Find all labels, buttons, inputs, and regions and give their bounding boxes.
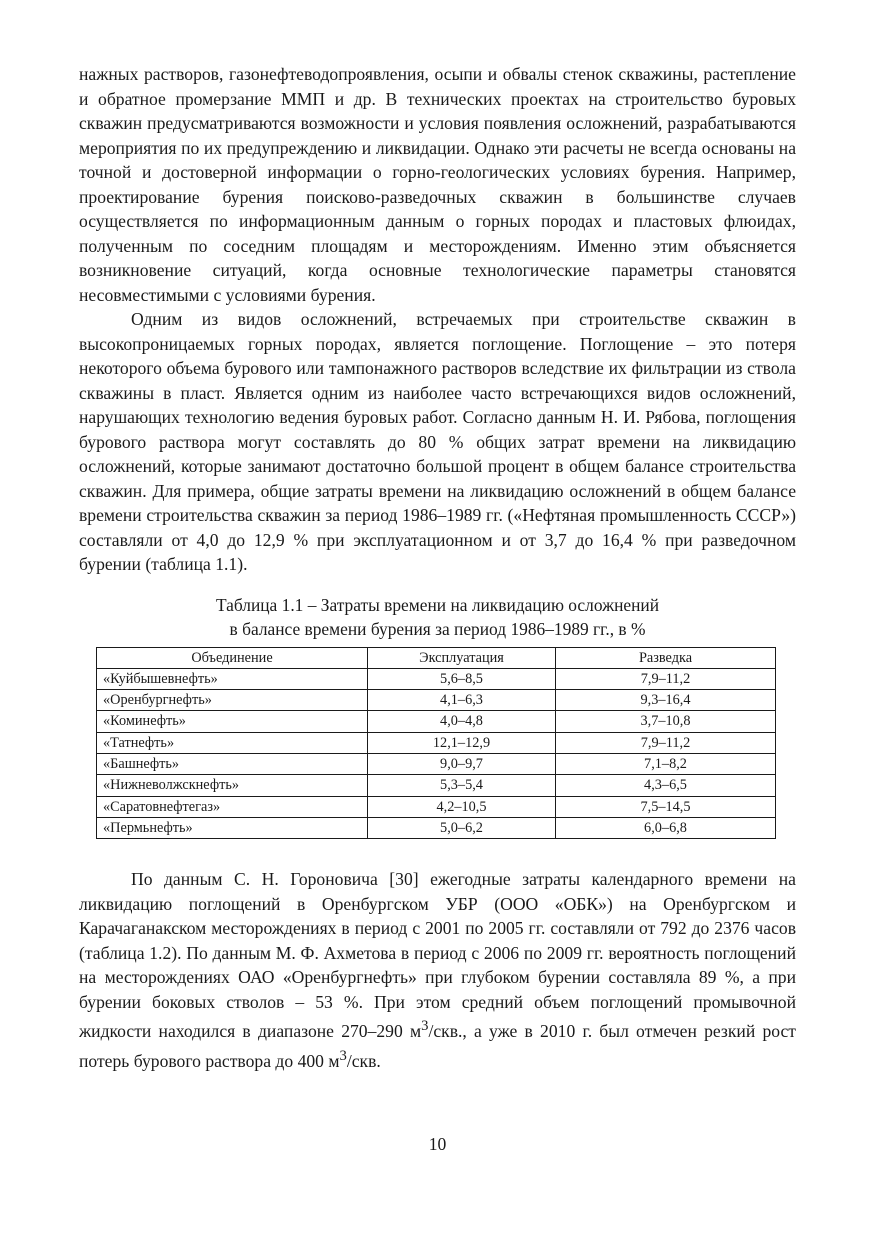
table-row [97, 775, 776, 796]
cell-exploitation: 5,0–6,2 [368, 817, 556, 838]
cell-exploration: 7,1–8,2 [556, 753, 776, 774]
table-caption-line-2: в балансе времени бурения за период 1986–1989 гг., в % [229, 618, 646, 639]
paragraph-3-part-2: /скв., а уже в 2010 г. был отмечен резкий рост потерь бурового раствора до 400 м [79, 1021, 796, 1071]
cell-exploitation: 4,0–4,8 [368, 711, 556, 732]
cell-association: «Пермьнефть» [97, 817, 368, 838]
superscript-cubic-1: 3 [421, 1018, 429, 1035]
header-association: Объединение [97, 647, 368, 668]
cell-association: «Саратовнефтегаз» [97, 796, 368, 817]
cell-exploration: 9,3–16,4 [556, 690, 776, 711]
cell-association: «Нижневолжскнефть» [97, 775, 368, 796]
header-exploitation: Эксплуатация [368, 647, 556, 668]
losses-table [96, 647, 776, 840]
cell-exploration: 4,3–6,5 [556, 775, 776, 796]
cell-exploration: 7,5–14,5 [556, 796, 776, 817]
table-row [97, 796, 776, 817]
cell-association: «Башнефть» [97, 753, 368, 774]
paragraph-1: нажных растворов, газонефтеводопроявления, осыпи и обвалы стенок скважины, растепление и обратное промерзание ММП и др. В технических проектах на строительство буровых скважин предусматриваются возможности и условия появления осложнений, разрабатываются мероприятия по их предупреждению и ликвидации. Однако эти расчеты не всегда основаны на точной и достоверной информации о горно-геологических условиях бурения. Например, проектирование бурения поисково-разведочных скважин в большинстве случаев осуществляется по информационным данным о горных породах и пластовых флюидах, полученным по соседним площадям и месторождениям. Именно этим объясняется возникновение ситуаций, когда основные технологические параметры становятся несовместимыми с условиями бурения. [79, 64, 796, 305]
cell-exploitation: 5,6–8,5 [368, 668, 556, 689]
page-number: 10 [428, 1134, 447, 1154]
cell-exploration: 7,9–11,2 [556, 732, 776, 753]
header-exploration: Разведка [556, 647, 776, 668]
cell-exploration: 3,7–10,8 [556, 711, 776, 732]
cell-association: «Коминефть» [97, 711, 368, 732]
cell-exploration: 7,9–11,2 [556, 668, 776, 689]
cell-exploitation: 4,1–6,3 [368, 690, 556, 711]
cell-association: «Татнефть» [97, 732, 368, 753]
paragraph-3-part-1: По данным С. Н. Гороновича [30] ежегодные затраты календарного времени на ликвидацию поглощений в Оренбургском УБР (ООО «ОБК») на Оренбургском и Карачаганакском месторождениях в период с 2001 по 2005 гг. составляли от 792 до 2376 часов (таблица 1.2). По данным М. Ф. Ахметова в период с 2006 по 2009 гг. вероятность поглощений на месторождениях ОАО «Оренбургнефть» при глубоком бурении составляла 89 %, а при бурении боковых стволов – 53 %. При этом средний объем поглощений промывочной жидкости находился в диапазоне 270–290 м [79, 869, 796, 1042]
cell-association: «Оренбургнефть» [97, 690, 368, 711]
cell-exploitation: 5,3–5,4 [368, 775, 556, 796]
table-row [97, 753, 776, 774]
table-row [97, 668, 776, 689]
page-content [79, 62, 796, 1073]
cell-exploitation: 12,1–12,9 [368, 732, 556, 753]
cell-exploration: 6,0–6,8 [556, 817, 776, 838]
cell-exploitation: 4,2–10,5 [368, 796, 556, 817]
table-row [97, 817, 776, 838]
paragraph-3-part-3: /скв. [346, 1050, 381, 1071]
cell-association: «Куйбышевнефть» [97, 668, 368, 689]
table-row [97, 690, 776, 711]
paragraph-2: Одним из видов осложнений, встречаемых при строительстве скважин в высокопроницаемых горных породах, является поглощение. Поглощение – это потеря некоторого объема бурового или тампонажного растворов вследствие их фильтрации из ствола скважины в пласт. Является одним из наиболее часто встречающихся видов осложнений, нарушающих технологию ведения буровых работ. Согласно данным Н. И. Рябова, поглощения бурового раствора могут составлять до 80 % общих затрат времени на ликвидацию осложнений, которые занимают достаточно большой процент в общем балансе строительства скважин. Для примера, общие затраты времени на ликвидацию осложнений в общем балансе времени строительства скважин за период 1986–1989 гг. («Нефтяная промышленность СССР») составляли от 4,0 до 12,9 % при эксплуатационном и от 3,7 до 16,4 % при разведочном бурении (таблица 1.1). [79, 309, 796, 574]
table-row [97, 711, 776, 732]
table-caption [79, 593, 796, 641]
table-row [97, 732, 776, 753]
table-header-row [97, 647, 776, 668]
table-caption-line-1: Таблица 1.1 – Затраты времени на ликвидацию осложнений [215, 594, 660, 615]
cell-exploitation: 9,0–9,7 [368, 753, 556, 774]
superscript-cubic-2: 3 [339, 1047, 347, 1064]
paragraph-3 [79, 867, 796, 1073]
